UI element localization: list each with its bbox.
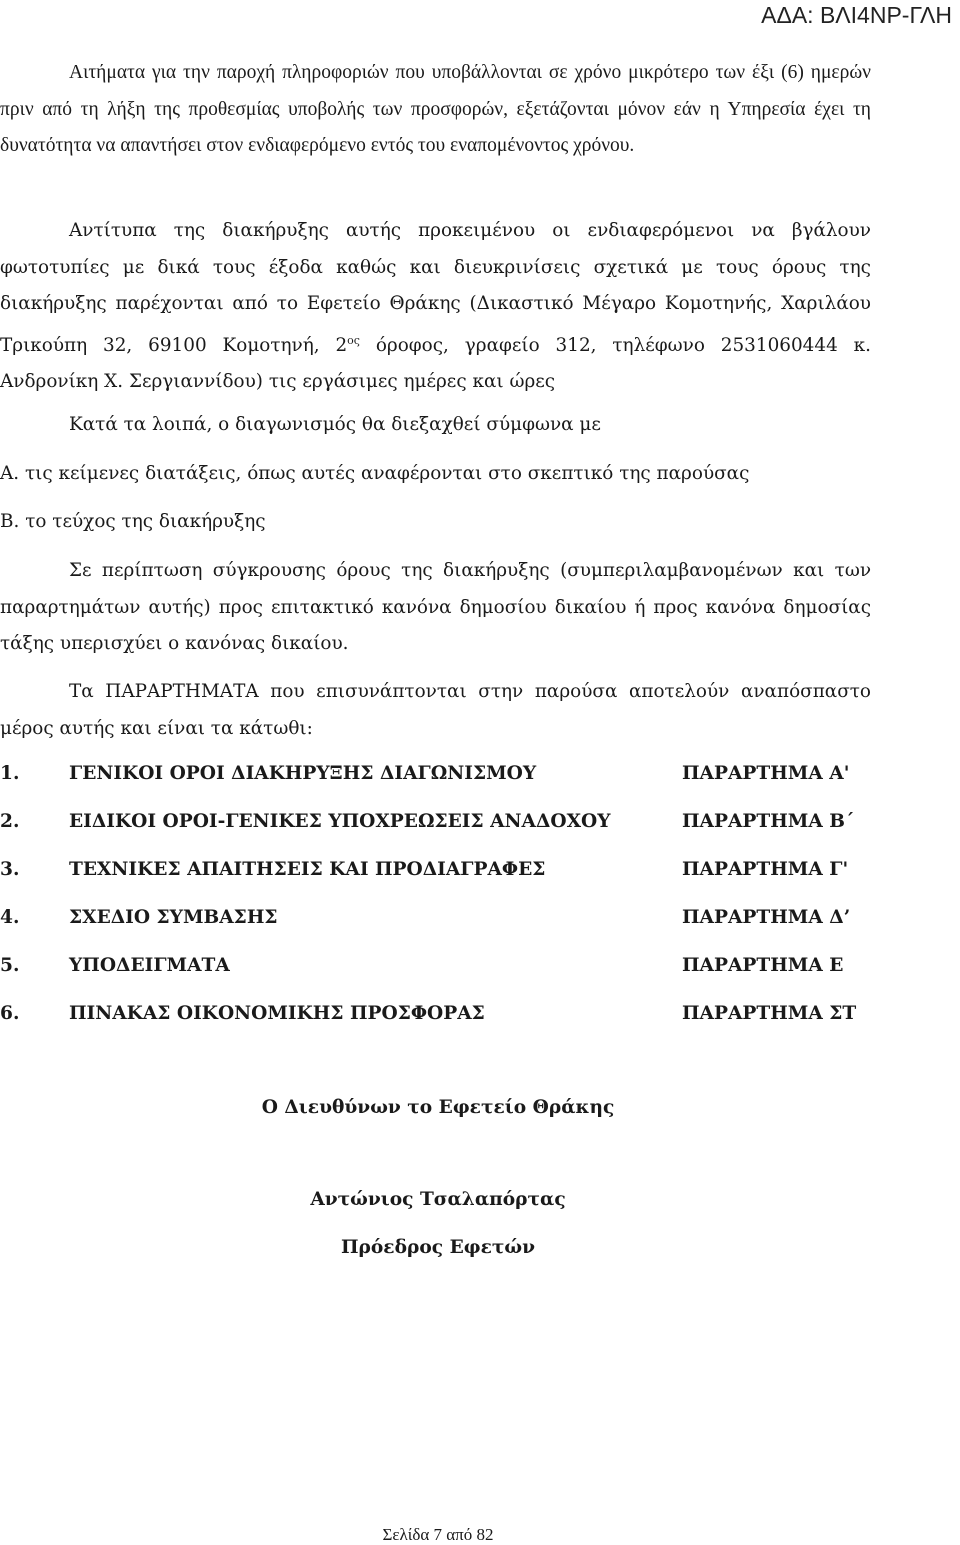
paragraph-copies-text-a: Αντίτυπα της διακήρυξης αυτής προκειμένου οι ενδιαφερόμενοι να βγάλουν φωτοτυπίες με δικά τους έξοδα καθώς και διευκρινίσεις σχετικά με τους όρους της διακήρυξης παρέχονται από το Εφετείο Θράκης (Δικαστικό Μέγαρο Κομοτηνής, Χαριλάου Τρικούπη 32, 69100 Κομοτηνή, 2: [0, 220, 871, 356]
annex-number: 4.: [0, 907, 20, 928]
annex-title: ΓΕΝΙΚΟΙ ΟΡΟΙ ΔΙΑΚΗΡΥΞΗΣ ΔΙΑΓΩΝΙΣΜΟΥ: [69, 763, 537, 784]
annex-label: ΠΑΡΑΡΤΗΜΑ Β΄: [682, 811, 855, 832]
annex-row: [0, 907, 960, 937]
annex-number: 1.: [0, 763, 20, 784]
annex-title: ΠΙΝΑΚΑΣ ΟΙΚΟΝΟΜΙΚΗΣ ΠΡΟΣΦΟΡΑΣ: [69, 1003, 485, 1024]
paragraph-copies: [0, 213, 871, 401]
annex-label: ΠΑΡΑΡΤΗΜΑ Α': [682, 763, 850, 784]
annex-title: ΥΠΟΔΕΙΓΜΑΤΑ: [69, 955, 230, 976]
paragraph-conflict: Σε περίπτωση σύγκρουσης όρους της διακήρυξης (συμπεριλαμβανομένων και των παραρτημάτων αυτής) προς επιτακτικό κανόνα δημοσίου δικαίου ή προς κανόνα δημοσίας τάξης υπερισχύει ο κανόνας δικαίου.: [0, 560, 871, 654]
item-a: Α. τις κείμενες διατάξεις, όπως αυτές αναφέρονται στο σκεπτικό της παρούσας: [0, 463, 750, 484]
annex-row: [0, 763, 960, 793]
signatory-name: Αντώνιος Τσαλαπόρτας: [310, 1189, 566, 1210]
floor-ordinal-suffix: ος: [347, 333, 360, 347]
annex-row: [0, 811, 960, 841]
annex-row: [0, 859, 960, 889]
paragraph-otherwise: Κατά τα λοιπά, ο διαγωνισμός θα διεξαχθεί σύμφωνα με: [69, 414, 601, 435]
annex-number: 6.: [0, 1003, 20, 1024]
item-b: Β. το τεύχος της διακήρυξης: [0, 511, 266, 532]
annex-number: 3.: [0, 859, 20, 880]
paragraph-annexes-intro: Τα ΠΑΡΑΡΤΗΜΑΤΑ που επισυνάπτονται στην παρούσα αποτελούν αναπόσπαστο μέρος αυτής και είναι τα κάτωθι:: [0, 681, 871, 739]
annex-number: 2.: [0, 811, 20, 832]
paragraph-info-requests: Αιτήματα για την παροχή πληροφοριών που υποβάλλονται σε χρόνο μικρότερο των έξι (6) ημερών πριν από τη λήξη της προθεσμίας υποβολής των προσφορών, εξετάζονται μόνον εάν η Υπηρεσία έχει τη δυνατότητα να απαντήσει στον ενδιαφερόμενο εντός του εναπομένοντος χρόνου.: [0, 62, 871, 156]
annex-number: 5.: [0, 955, 20, 976]
signatory-title: Πρόεδρος Εφετών: [340, 1237, 535, 1258]
annex-label: ΠΑΡΑΡΤΗΜΑ Δ’: [682, 907, 851, 928]
paragraph-copies-text-b: όροφος, γραφείο 312, τηλέφωνο 2531060444 κ. Ανδρονίκη Χ. Σεργιαννίδου) τις εργάσιμες ημέρες και ώρες: [0, 334, 871, 392]
annex-title: ΕΙΔΙΚΟΙ ΟΡΟΙ-ΓΕΝΙΚΕΣ ΥΠΟΧΡΕΩΣΕΙΣ ΑΝΑΔΟΧΟΥ: [69, 811, 611, 832]
page-number: Σελίδα 7 από 82: [382, 1525, 494, 1544]
annex-title: ΤΕΧΝΙΚΕΣ ΑΠΑΙΤΗΣΕΙΣ ΚΑΙ ΠΡΟΔΙΑΓΡΑΦΕΣ: [69, 859, 546, 880]
annex-row: [0, 955, 960, 985]
signatory-role: Ο Διευθύνων το Εφετείο Θράκης: [261, 1097, 615, 1118]
ada-code: ΑΔΑ: ΒΛΙ4ΝΡ-ΓΛΗ: [761, 2, 952, 28]
annex-label: ΠΑΡΑΡΤΗΜΑ Ε: [682, 955, 844, 976]
annex-row: [0, 1003, 960, 1033]
annex-label: ΠΑΡΑΡΤΗΜΑ ΣΤ: [682, 1003, 857, 1024]
annex-title: ΣΧΕΔΙΟ ΣΥΜΒΑΣΗΣ: [69, 907, 278, 928]
annex-label: ΠΑΡΑΡΤΗΜΑ Γ': [682, 859, 849, 880]
